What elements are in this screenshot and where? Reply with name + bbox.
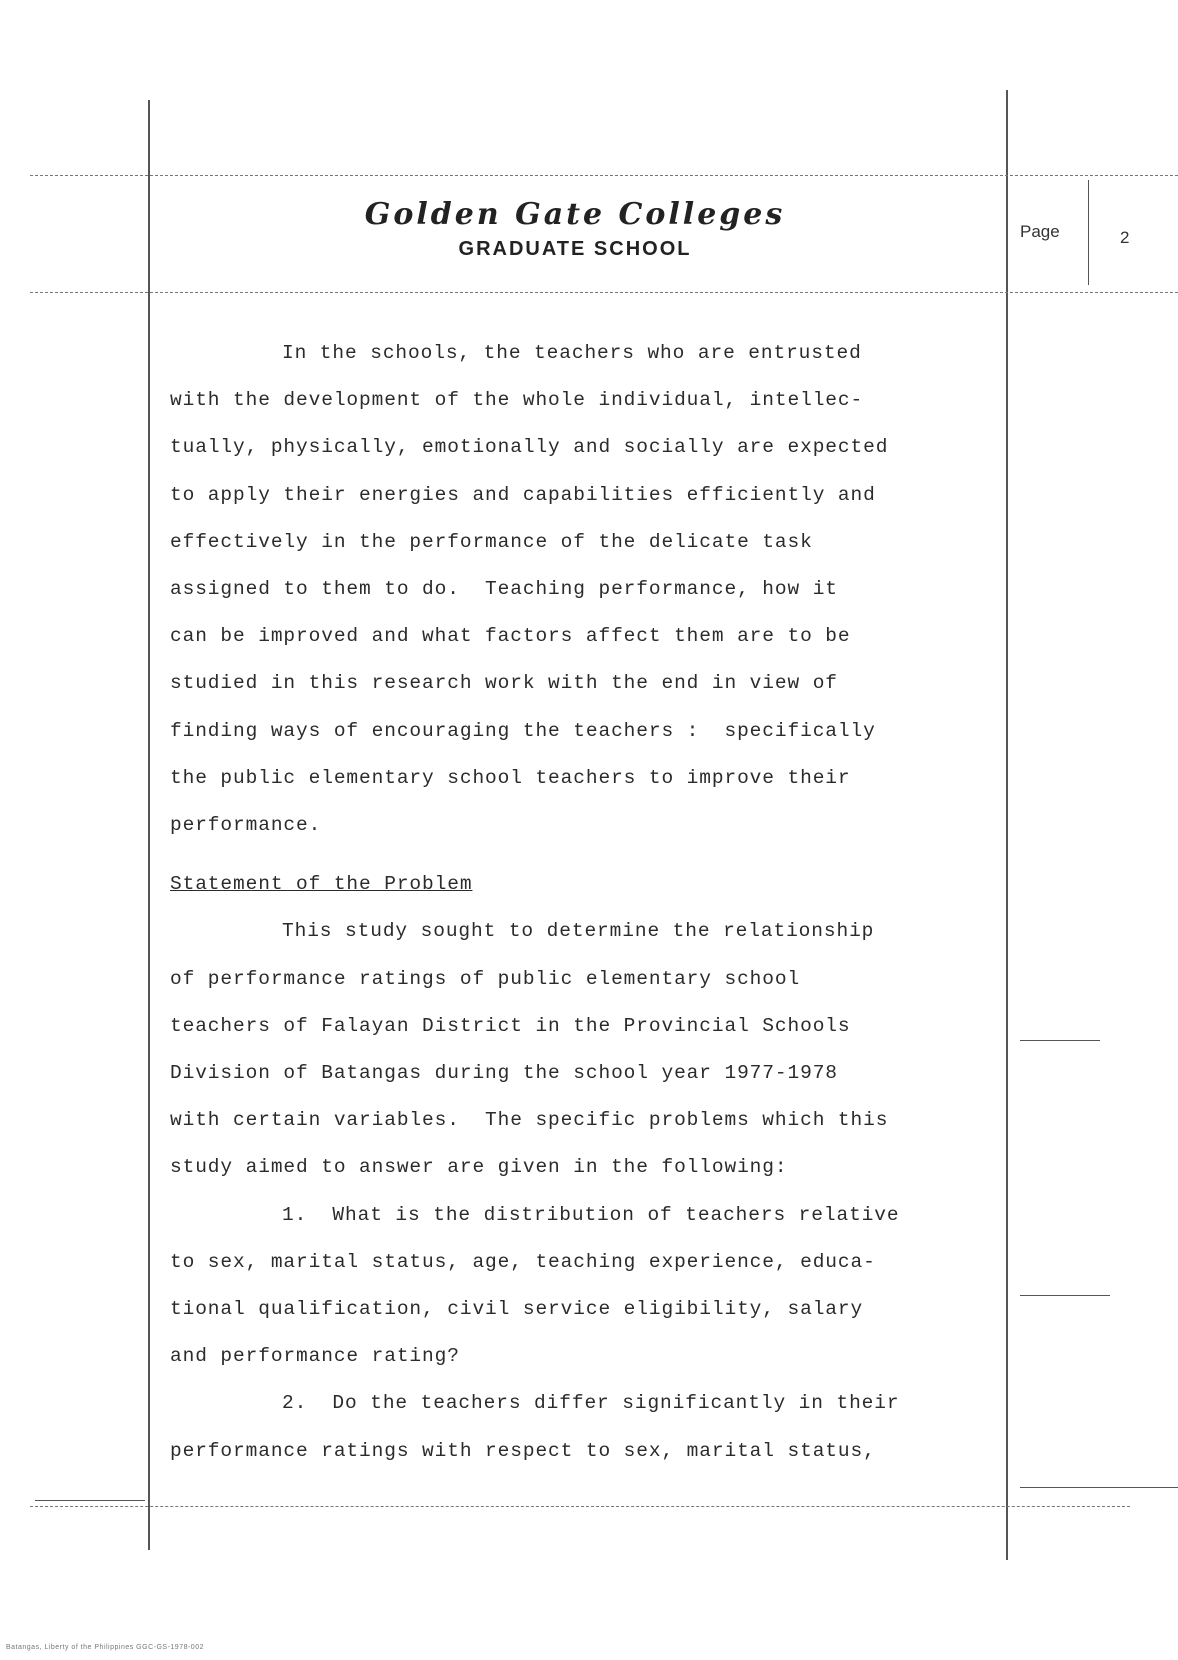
- text-line: study aimed to answer are given in the following:: [170, 1156, 788, 1179]
- list-item-line: 2. Do the teachers differ significantly in their: [282, 1392, 900, 1415]
- right-margin-tick-1: [1020, 1040, 1100, 1041]
- list-item-line: performance ratings with respect to sex, marital status,: [170, 1439, 876, 1462]
- text-line: performance.: [170, 814, 322, 837]
- list-item-line: 1. What is the distribution of teachers relative: [282, 1203, 900, 1226]
- list-item-line: to sex, marital status, age, teaching experience, educa-: [170, 1250, 876, 1273]
- section-heading-text: Statement of the Problem: [170, 873, 473, 896]
- text-line: to apply their energies and capabilities efficiently and: [170, 483, 876, 506]
- text-line: assigned to them to do. Teaching performance, how it: [170, 578, 838, 601]
- text-line: of performance ratings of public elementary school: [170, 967, 801, 990]
- section-heading: [170, 861, 1010, 908]
- right-margin-tick-3: [1020, 1487, 1178, 1488]
- footer-rule: [30, 1506, 1130, 1507]
- page-number: 2: [1120, 228, 1130, 247]
- text-line: This study sought to determine the relationship: [282, 920, 875, 943]
- list-item-line: and performance rating?: [170, 1345, 460, 1368]
- page-label: Page: [1020, 222, 1060, 241]
- text-line: with the development of the whole individual, intellec-: [170, 389, 864, 412]
- page-box-divider: [1088, 180, 1089, 285]
- text-line: finding ways of encouraging the teachers : specifically: [170, 719, 876, 742]
- document-body: [170, 330, 1010, 1475]
- left-margin-tick: [35, 1500, 145, 1501]
- school-name: GRADUATE SCHOOL: [458, 238, 692, 260]
- text-line: studied in this research work with the end in view of: [170, 672, 838, 695]
- college-name: Golden Gate Colleges: [364, 197, 786, 232]
- right-margin-tick-2: [1020, 1295, 1110, 1296]
- header-top-rule: [30, 175, 1178, 176]
- letterhead: [150, 198, 1000, 261]
- text-line: the public elementary school teachers to improve their: [170, 766, 851, 789]
- text-line: In the schools, the teachers who are entrusted: [282, 342, 862, 364]
- text-line: teachers of Falayan District in the Provincial Schools: [170, 1014, 851, 1037]
- text-line: can be improved and what factors affect them are to be: [170, 625, 851, 648]
- scan-footer-note: Batangas, Liberty of the Philippines GGC-GS-1978-002: [6, 1644, 204, 1651]
- header-bottom-rule: [30, 292, 1178, 293]
- text-line: effectively in the performance of the delicate task: [170, 530, 813, 553]
- text-line: with certain variables. The specific problems which this: [170, 1109, 889, 1132]
- text-line: Division of Batangas during the school year 1977-1978: [170, 1062, 838, 1085]
- frame-left-line: [148, 100, 150, 1550]
- text-line: tually, physically, emotionally and socially are expected: [170, 436, 889, 459]
- list-item-line: tional qualification, civil service eligibility, salary: [170, 1298, 864, 1321]
